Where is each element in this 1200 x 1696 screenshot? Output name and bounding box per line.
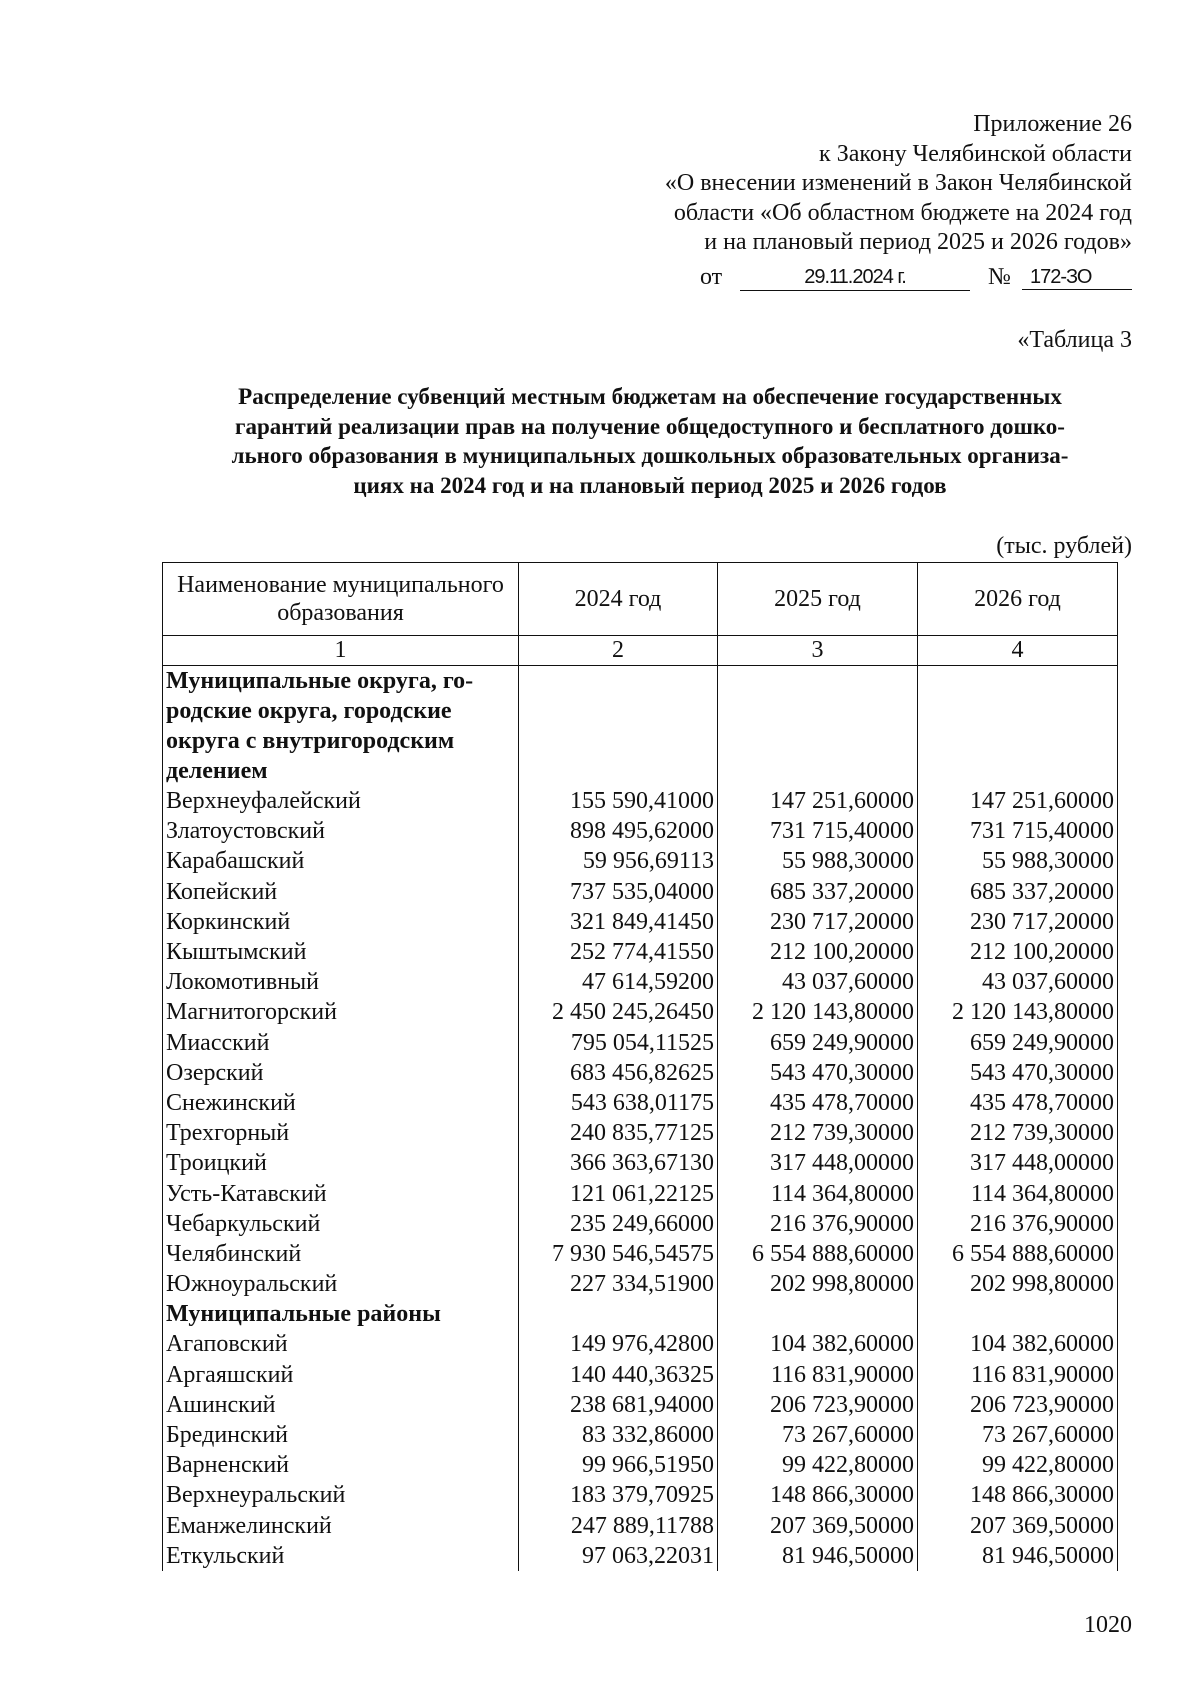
table-row xyxy=(163,816,1118,846)
value-2025: 2 120 143,80000 xyxy=(718,997,918,1027)
table-row xyxy=(163,1541,1118,1571)
municipality-name: Агаповский xyxy=(163,1329,519,1359)
value-2025: 148 866,30000 xyxy=(718,1480,918,1510)
value-2024: 252 774,41550 xyxy=(519,937,718,967)
table-row xyxy=(163,1360,1118,1390)
municipality-name: Озерский xyxy=(163,1058,519,1088)
municipality-name: Верхнеуфалейский xyxy=(163,786,519,816)
value-2026: 230 717,20000 xyxy=(918,907,1118,937)
value-2024: 240 835,77125 xyxy=(519,1118,718,1148)
value-2026: 148 866,30000 xyxy=(918,1480,1118,1510)
table-row xyxy=(163,1390,1118,1420)
value-2025: 43 037,60000 xyxy=(718,967,918,997)
value-2024: 321 849,41450 xyxy=(519,907,718,937)
header-line: области «Об областном бюджете на 2024 год xyxy=(673,199,1132,226)
header-line: и на плановый период 2025 и 2026 годов» xyxy=(704,229,1132,255)
table-row xyxy=(163,1480,1118,1510)
value-2025: 212 100,20000 xyxy=(718,937,918,967)
units-label: (тыс. рублей) xyxy=(996,533,1132,559)
value-2026: 731 715,40000 xyxy=(918,816,1118,846)
column-header-name: Наименование муниципального образования xyxy=(163,563,519,636)
value-2025: 543 470,30000 xyxy=(718,1058,918,1088)
value-2025: 212 739,30000 xyxy=(718,1118,918,1148)
column-header-2025: 2025 год xyxy=(718,563,918,636)
table-row xyxy=(163,967,1118,997)
table-row xyxy=(163,846,1118,876)
title-line: Распределение субвенций местным бюджетам на обеспечение государственных xyxy=(238,384,1062,409)
table-row xyxy=(163,1118,1118,1148)
municipality-name: Южноуральский xyxy=(163,1269,519,1299)
value-2026: 435 478,70000 xyxy=(918,1088,1118,1118)
table-row xyxy=(163,1420,1118,1450)
value-2025: 685 337,20000 xyxy=(718,877,918,907)
municipality-name: Еткульский xyxy=(163,1541,519,1571)
column-number: 1 xyxy=(163,636,519,666)
column-number: 2 xyxy=(519,636,718,666)
value-2025: 6 554 888,60000 xyxy=(718,1239,918,1269)
municipality-name: Чебаркульский xyxy=(163,1209,519,1239)
value-2026: 659 249,90000 xyxy=(918,1028,1118,1058)
value-2024: 737 535,04000 xyxy=(519,877,718,907)
table-row xyxy=(163,907,1118,937)
column-number: 4 xyxy=(918,636,1118,666)
section-title: Муниципальные районы xyxy=(163,1299,519,1329)
table-row xyxy=(163,1329,1118,1359)
table-row xyxy=(163,1058,1118,1088)
law-number: 172-ЗО xyxy=(1022,262,1132,290)
value-2026: 104 382,60000 xyxy=(918,1329,1118,1359)
value-2025: 659 249,90000 xyxy=(718,1028,918,1058)
header-line: «О внесении изменений в Закон Челябинской xyxy=(664,170,1132,196)
value-2026: 43 037,60000 xyxy=(918,967,1118,997)
municipality-name: Аргаяшский xyxy=(163,1360,519,1390)
value-2025: 317 448,00000 xyxy=(718,1148,918,1178)
value-2026: 212 100,20000 xyxy=(918,937,1118,967)
value-2024: 140 440,36325 xyxy=(519,1360,718,1390)
value-2025: 114 364,80000 xyxy=(718,1178,918,1208)
value-2024: 238 681,94000 xyxy=(519,1390,718,1420)
value-2026: 99 422,80000 xyxy=(918,1450,1118,1480)
empty-cell xyxy=(718,666,918,787)
value-2026: 216 376,90000 xyxy=(918,1209,1118,1239)
value-2026: 116 831,90000 xyxy=(918,1360,1118,1390)
section-row xyxy=(163,666,1118,787)
value-2024: 683 456,82625 xyxy=(519,1058,718,1088)
table-label: «Таблица 3 xyxy=(1017,327,1132,353)
law-date: 29.11.2024 г. xyxy=(740,262,970,291)
municipality-name: Копейский xyxy=(163,877,519,907)
value-2026: 55 988,30000 xyxy=(918,846,1118,876)
value-2025: 116 831,90000 xyxy=(718,1360,918,1390)
page-number: 1020 xyxy=(1084,1612,1132,1638)
number-label: № xyxy=(988,264,1011,290)
column-number-row xyxy=(163,636,1118,666)
title-line: циях на 2024 год и на плановый период 2025 и 2026 годов xyxy=(353,472,947,498)
title-line: гарантий реализации прав на получение общедоступного и бесплатного дошко- xyxy=(235,413,1065,439)
value-2024: 2 450 245,26450 xyxy=(519,997,718,1027)
table-row xyxy=(163,997,1118,1027)
municipality-name: Коркинский xyxy=(163,907,519,937)
value-2025: 206 723,90000 xyxy=(718,1390,918,1420)
municipality-name: Магнитогорский xyxy=(163,997,519,1027)
value-2025: 104 382,60000 xyxy=(718,1329,918,1359)
table-row xyxy=(163,1209,1118,1239)
table-row xyxy=(163,1450,1118,1480)
column-header-2026: 2026 год xyxy=(918,563,1118,636)
document-title xyxy=(170,382,1130,500)
subvention-table xyxy=(162,562,1118,1571)
municipality-name: Варненский xyxy=(163,1450,519,1480)
value-2026: 81 946,50000 xyxy=(918,1541,1118,1571)
empty-cell xyxy=(718,1299,918,1329)
value-2025: 216 376,90000 xyxy=(718,1209,918,1239)
municipality-name: Троицкий xyxy=(163,1148,519,1178)
table-row xyxy=(163,1178,1118,1208)
table-row xyxy=(163,1239,1118,1269)
table-row xyxy=(163,937,1118,967)
value-2024: 7 930 546,54575 xyxy=(519,1239,718,1269)
municipality-name: Локомотивный xyxy=(163,967,519,997)
value-2025: 55 988,30000 xyxy=(718,846,918,876)
value-2024: 795 054,11525 xyxy=(519,1028,718,1058)
municipality-name: Усть-Катавский xyxy=(163,1178,519,1208)
value-2025: 147 251,60000 xyxy=(718,786,918,816)
table-row xyxy=(163,1269,1118,1299)
municipality-name: Ашинский xyxy=(163,1390,519,1420)
municipality-name: Миасский xyxy=(163,1028,519,1058)
municipality-name: Верхнеуральский xyxy=(163,1480,519,1510)
value-2026: 73 267,60000 xyxy=(918,1420,1118,1450)
value-2024: 898 495,62000 xyxy=(519,816,718,846)
value-2025: 202 998,80000 xyxy=(718,1269,918,1299)
table-row xyxy=(163,1148,1118,1178)
value-2026: 114 364,80000 xyxy=(918,1178,1118,1208)
value-2026: 6 554 888,60000 xyxy=(918,1239,1118,1269)
value-2025: 81 946,50000 xyxy=(718,1541,918,1571)
section-title-line: родские округа, городские xyxy=(166,698,452,724)
section-title-line: делением xyxy=(166,758,268,784)
value-2025: 73 267,60000 xyxy=(718,1420,918,1450)
empty-cell xyxy=(519,666,718,787)
municipality-name: Кыштымский xyxy=(163,937,519,967)
column-header-2024: 2024 год xyxy=(519,563,718,636)
section-title xyxy=(163,666,519,787)
value-2026: 207 369,50000 xyxy=(918,1511,1118,1541)
value-2024: 97 063,22031 xyxy=(519,1541,718,1571)
municipality-name: Златоустовский xyxy=(163,816,519,846)
value-2024: 99 966,51950 xyxy=(519,1450,718,1480)
value-2024: 59 956,69113 xyxy=(519,846,718,876)
value-2026: 2 120 143,80000 xyxy=(918,997,1118,1027)
value-2024: 366 363,67130 xyxy=(519,1148,718,1178)
appendix-header xyxy=(520,110,1132,258)
value-2026: 685 337,20000 xyxy=(918,877,1118,907)
value-2024: 543 638,01175 xyxy=(519,1088,718,1118)
table-row xyxy=(163,1028,1118,1058)
value-2025: 207 369,50000 xyxy=(718,1511,918,1541)
law-reference xyxy=(700,262,1132,292)
value-2024: 121 061,22125 xyxy=(519,1178,718,1208)
municipality-name: Карабашский xyxy=(163,846,519,876)
table-header-row xyxy=(163,563,1118,636)
value-2025: 435 478,70000 xyxy=(718,1088,918,1118)
value-2026: 206 723,90000 xyxy=(918,1390,1118,1420)
value-2024: 227 334,51900 xyxy=(519,1269,718,1299)
empty-cell xyxy=(918,666,1118,787)
value-2026: 147 251,60000 xyxy=(918,786,1118,816)
from-label: от xyxy=(700,264,723,290)
table-row xyxy=(163,786,1118,816)
value-2024: 83 332,86000 xyxy=(519,1420,718,1450)
value-2025: 731 715,40000 xyxy=(718,816,918,846)
empty-cell xyxy=(519,1299,718,1329)
value-2024: 247 889,11788 xyxy=(519,1511,718,1541)
value-2025: 230 717,20000 xyxy=(718,907,918,937)
header-line: к Закону Челябинской области xyxy=(819,140,1132,167)
empty-cell xyxy=(918,1299,1118,1329)
title-line: льного образования в муниципальных дошкольных образовательных организа- xyxy=(231,443,1069,468)
value-2024: 183 379,70925 xyxy=(519,1480,718,1510)
municipality-name: Еманжелинский xyxy=(163,1511,519,1541)
value-2024: 235 249,66000 xyxy=(519,1209,718,1239)
table-row xyxy=(163,1511,1118,1541)
section-title-line: округа с внутригородским xyxy=(166,728,455,754)
table-body xyxy=(163,666,1118,1571)
value-2024: 155 590,41000 xyxy=(519,786,718,816)
municipality-name: Челябинский xyxy=(163,1239,519,1269)
value-2024: 47 614,59200 xyxy=(519,967,718,997)
section-row xyxy=(163,1299,1118,1329)
value-2026: 317 448,00000 xyxy=(918,1148,1118,1178)
header-line: Приложение 26 xyxy=(973,111,1132,137)
value-2026: 212 739,30000 xyxy=(918,1118,1118,1148)
municipality-name: Снежинский xyxy=(163,1088,519,1118)
column-number: 3 xyxy=(718,636,918,666)
value-2024: 149 976,42800 xyxy=(519,1329,718,1359)
section-title-line: Муниципальные округа, го- xyxy=(166,668,474,694)
value-2025: 99 422,80000 xyxy=(718,1450,918,1480)
value-2026: 543 470,30000 xyxy=(918,1058,1118,1088)
municipality-name: Брединский xyxy=(163,1420,519,1450)
table-row xyxy=(163,877,1118,907)
value-2026: 202 998,80000 xyxy=(918,1269,1118,1299)
table-row xyxy=(163,1088,1118,1118)
municipality-name: Трехгорный xyxy=(163,1118,519,1148)
